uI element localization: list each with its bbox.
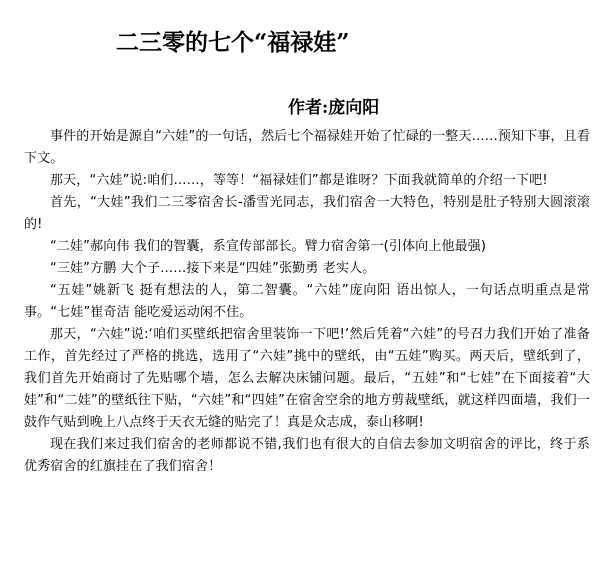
- article-title: 二三零的七个“福禄娃”: [116, 29, 350, 56]
- paragraph-5: “三娃”方鹏 大个子……接下来是“四娃”张勤勇 老实人。: [50, 261, 376, 276]
- paragraph-6: “五娃”姚新飞 挺有想法的人，第二智囊。“六娃”庞向阳 语出惊人，一句话点明重点是常事。“七娃”崔奇洁 能吃爱运动闲不住。: [24, 283, 590, 320]
- article-author: 作者:庞向阳: [288, 98, 380, 118]
- article-body: [24, 126, 590, 478]
- paragraph-2: 那天，“六娃”说:咱们……，等等！“福禄娃们”都是谁呀？下面我就简单的介绍一下吧!: [50, 173, 548, 188]
- paragraph-3: 首先，“大娃”我们二三零宿舍长-潘雪光同志，我们宿舍一大特色，特别是肚子特别大圆滚滚的!: [24, 195, 590, 232]
- paragraph-8: 现在我们来过我们宿舍的老师都说不错,我们也有很大的自信去参加文明宿舍的评比，终于系优秀宿舍的红旗挂在了我们宿舍！: [24, 437, 590, 474]
- paragraph-1: 事件的开始是源自“六娃”的一句话，然后七个福禄娃开始了忙碌的一整天……预知下事，且看下文。: [24, 129, 590, 166]
- paragraph-7: 那天，“六娃”说:‘咱们买壁纸把宿舍里装饰一下吧!’然后凭着“六娃”的号召力我们开始了准备工作，首先经过了严格的挑选，选用了“六娃”挑中的壁纸，由“五娃”购买。两天后，壁纸到了，我们首先开始商讨了先贴哪个墙，怎么去解决床铺问题。最后，“五娃”和“七娃”在下面接着“大娃”和“二娃”的壁纸往下贴，“六娃”和“四娃”在宿舍空余的地方剪裁壁纸，就这样四面墙，我们一鼓作气贴到晚上八点终于天衣无缝的贴完了！真是众志成，泰山移啊!: [24, 327, 590, 430]
- paragraph-4: “二娃”郝向伟 我们的智囊，系宣传部部长。臂力宿舍第一(引体向上他最强): [50, 239, 487, 254]
